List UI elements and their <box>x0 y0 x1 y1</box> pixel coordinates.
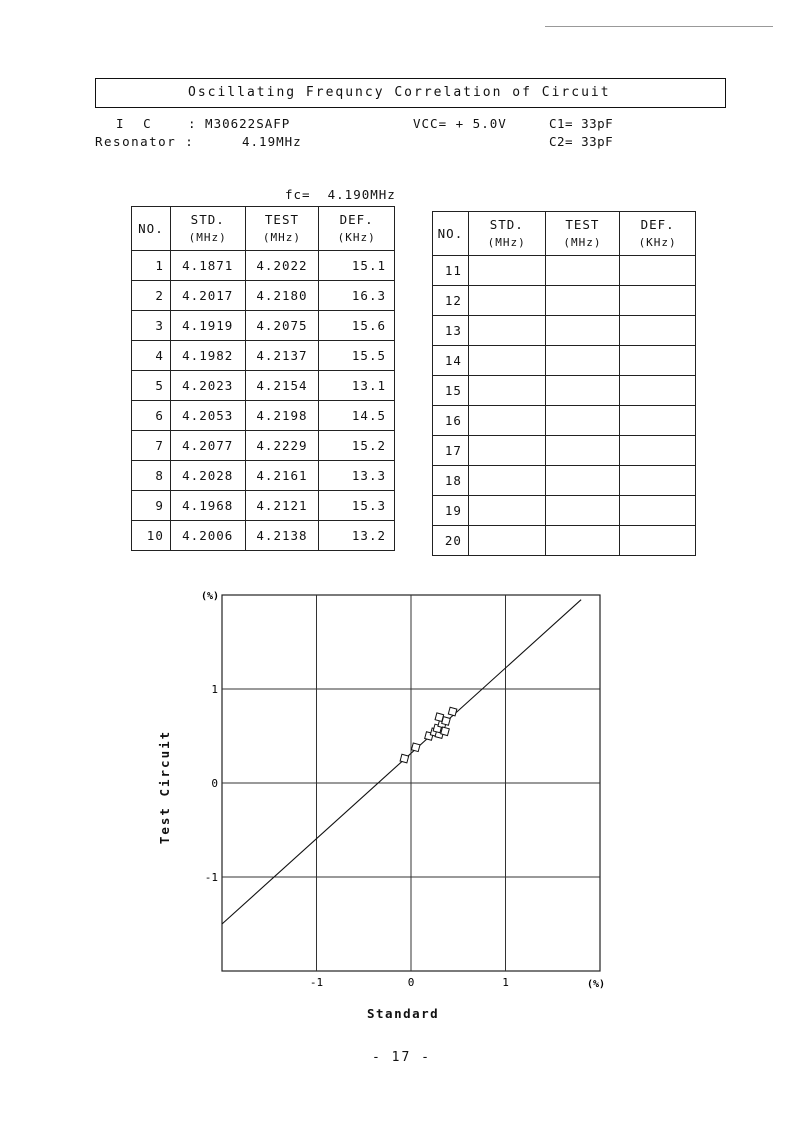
cell-test: 4.2137 <box>245 341 319 371</box>
cell-test: 4.2154 <box>245 371 319 401</box>
table-row <box>433 496 696 526</box>
table-row <box>132 461 395 491</box>
cell-std <box>468 256 545 286</box>
cell-def: 13.2 <box>319 521 395 551</box>
cell-std <box>468 496 545 526</box>
table-row <box>433 406 696 436</box>
table-header-row <box>132 207 395 251</box>
cell-def <box>620 406 696 436</box>
cell-def: 15.3 <box>319 491 395 521</box>
cell-def <box>620 256 696 286</box>
cell-def: 15.1 <box>319 251 395 281</box>
cell-no: 9 <box>132 491 171 521</box>
cell-std <box>468 376 545 406</box>
cell-def <box>620 466 696 496</box>
cell-test: 4.2229 <box>245 431 319 461</box>
col-header-test: TEST (MHz) <box>245 207 319 251</box>
cell-no: 6 <box>132 401 171 431</box>
cell-def <box>620 346 696 376</box>
resonator-value: 4.19MHz <box>242 134 302 149</box>
col-header-std: STD. (MHz) <box>468 212 545 256</box>
table-row <box>132 371 395 401</box>
table-row <box>132 311 395 341</box>
y-tick-label: 0 <box>211 777 218 790</box>
cell-no: 19 <box>433 496 469 526</box>
y-tick-label: 1 <box>211 683 218 696</box>
table-row <box>433 376 696 406</box>
cell-def <box>620 436 696 466</box>
cell-std <box>468 346 545 376</box>
fc-value: fc= 4.190MHz <box>285 187 396 202</box>
table-header-row <box>433 212 696 256</box>
cell-no: 20 <box>433 526 469 556</box>
col-header-def: DEF. (KHz) <box>319 207 395 251</box>
ic-value: : M30622SAFP <box>188 116 291 131</box>
cell-test: 4.2075 <box>245 311 319 341</box>
table-row <box>433 346 696 376</box>
x-tick-label: -1 <box>309 976 324 989</box>
correlation-chart <box>150 580 630 1040</box>
cell-def: 14.5 <box>319 401 395 431</box>
cell-test <box>545 346 620 376</box>
chart-labels-layer <box>201 591 605 990</box>
cell-def: 15.6 <box>319 311 395 341</box>
cell-no: 14 <box>433 346 469 376</box>
col-header-no: NO. <box>433 212 469 256</box>
page-number: - 17 - <box>372 1050 431 1065</box>
table-row <box>433 526 696 556</box>
cell-test: 4.2198 <box>245 401 319 431</box>
cell-std: 4.2017 <box>170 281 245 311</box>
c2-value: C2= 33pF <box>549 134 614 149</box>
col-header-test: TEST (MHz) <box>545 212 620 256</box>
cell-def <box>620 286 696 316</box>
table-row <box>433 316 696 346</box>
chart-grid <box>222 595 600 971</box>
cell-test <box>545 526 620 556</box>
results-table-left <box>131 206 395 551</box>
cell-no: 16 <box>433 406 469 436</box>
cell-test <box>545 316 620 346</box>
y-unit-label: (%) <box>200 591 219 602</box>
table-row <box>433 436 696 466</box>
cell-no: 4 <box>132 341 171 371</box>
results-table-right <box>432 211 696 556</box>
cell-test <box>545 496 620 526</box>
cell-def: 16.3 <box>319 281 395 311</box>
cell-no: 17 <box>433 436 469 466</box>
cell-std: 4.1919 <box>170 311 245 341</box>
ic-label: I C <box>116 116 153 131</box>
cell-std <box>468 316 545 346</box>
cell-no: 10 <box>132 521 171 551</box>
x-axis-title: Standard <box>367 1006 440 1021</box>
data-points-layer <box>400 707 457 763</box>
cell-no: 18 <box>433 466 469 496</box>
document-title: Oscillating Frequncy Correlation of Circuit <box>188 85 611 100</box>
cell-test <box>545 406 620 436</box>
cell-std: 4.2006 <box>170 521 245 551</box>
cell-test <box>545 286 620 316</box>
table-row <box>132 491 395 521</box>
cell-no: 5 <box>132 371 171 401</box>
cell-no: 8 <box>132 461 171 491</box>
cell-test: 4.2022 <box>245 251 319 281</box>
cell-test: 4.2180 <box>245 281 319 311</box>
table-row <box>132 341 395 371</box>
cell-std: 4.1968 <box>170 491 245 521</box>
cell-std: 4.2028 <box>170 461 245 491</box>
x-tick-label: 1 <box>502 976 509 989</box>
table-row <box>132 281 395 311</box>
x-tick-label: 0 <box>407 976 415 989</box>
cell-std <box>468 526 545 556</box>
data-point <box>411 743 420 752</box>
data-point <box>435 713 444 722</box>
table-row <box>433 256 696 286</box>
scan-artifact-line <box>545 26 773 27</box>
table-row <box>433 286 696 316</box>
cell-std <box>468 406 545 436</box>
table-row <box>132 521 395 551</box>
table-row <box>433 466 696 496</box>
x-unit-label: (%) <box>586 979 606 990</box>
cell-std <box>468 286 545 316</box>
col-header-no: NO. <box>132 207 171 251</box>
cell-no: 13 <box>433 316 469 346</box>
y-tick-label: -1 <box>204 871 218 884</box>
table-row <box>132 401 395 431</box>
y-axis-title: Test Circuit <box>157 729 172 845</box>
cell-std: 4.2053 <box>170 401 245 431</box>
cell-def: 15.2 <box>319 431 395 461</box>
data-point <box>441 727 450 736</box>
cell-test <box>545 436 620 466</box>
col-header-std: STD. (MHz) <box>170 207 245 251</box>
document-title-box <box>95 78 726 108</box>
cell-std: 4.1871 <box>170 251 245 281</box>
vcc-value: VCC= + 5.0V <box>413 116 507 131</box>
data-point <box>448 707 457 716</box>
cell-no: 1 <box>132 251 171 281</box>
table-row <box>132 251 395 281</box>
cell-no: 11 <box>433 256 469 286</box>
cell-def: 15.5 <box>319 341 395 371</box>
data-point <box>400 754 409 763</box>
cell-std <box>468 466 545 496</box>
cell-no: 3 <box>132 311 171 341</box>
cell-def <box>620 316 696 346</box>
cell-def: 13.1 <box>319 371 395 401</box>
col-header-def: DEF. (KHz) <box>620 212 696 256</box>
cell-std: 4.2023 <box>170 371 245 401</box>
table-row <box>132 431 395 461</box>
cell-test: 4.2138 <box>245 521 319 551</box>
c1-value: C1= 33pF <box>549 116 614 131</box>
cell-test: 4.2121 <box>245 491 319 521</box>
cell-no: 2 <box>132 281 171 311</box>
cell-def: 13.3 <box>319 461 395 491</box>
cell-def <box>620 376 696 406</box>
cell-std <box>468 436 545 466</box>
cell-test: 4.2161 <box>245 461 319 491</box>
cell-std: 4.2077 <box>170 431 245 461</box>
cell-test <box>545 466 620 496</box>
cell-no: 15 <box>433 376 469 406</box>
cell-no: 7 <box>132 431 171 461</box>
resonator-label: Resonator : <box>95 134 195 149</box>
cell-def <box>620 496 696 526</box>
cell-test <box>545 256 620 286</box>
cell-no: 12 <box>433 286 469 316</box>
cell-test <box>545 376 620 406</box>
cell-def <box>620 526 696 556</box>
cell-std: 4.1982 <box>170 341 245 371</box>
